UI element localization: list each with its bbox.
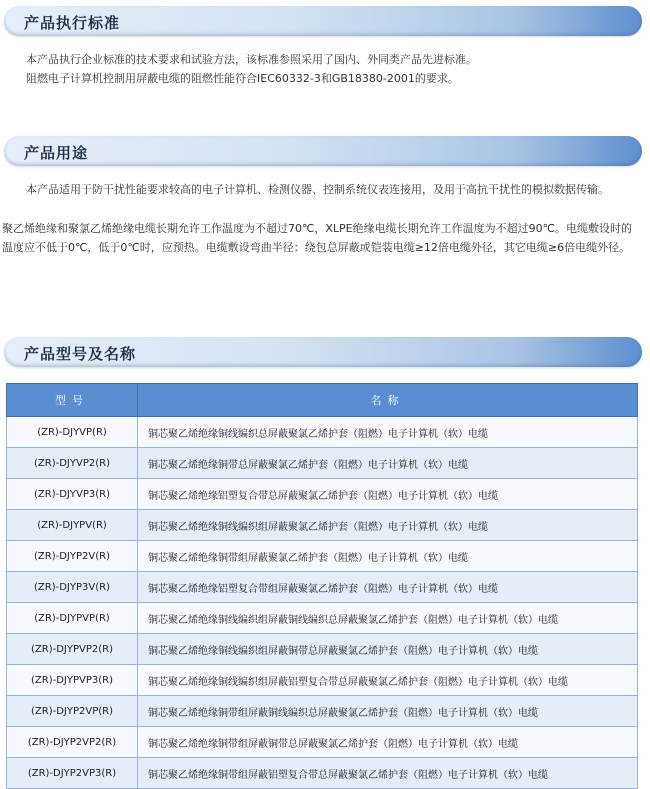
header-name: 名称 xyxy=(138,384,638,417)
section-title-models: 产品型号及名称 xyxy=(24,345,137,363)
standard-paragraph xyxy=(26,50,626,88)
table-row xyxy=(7,634,638,665)
table-row xyxy=(7,541,638,572)
section-banner-usage xyxy=(4,136,642,166)
table-header-row xyxy=(7,384,638,417)
table-row xyxy=(7,417,638,448)
row-code: (ZR)-DJYPV(R) xyxy=(7,510,138,541)
row-name: 铜芯聚乙烯绝缘铜线编织总屏蔽聚氯乙烯护套（阻燃）电子计算机（软）电缆 xyxy=(138,417,638,448)
table-row xyxy=(7,727,638,758)
row-name: 铜芯聚乙烯绝缘铝塑复合带总屏蔽聚氯乙烯护套（阻燃）电子计算机（软）电缆 xyxy=(138,479,638,510)
row-name: 铜芯聚乙烯绝缘铜线编织组屏蔽铜带总屏蔽聚氯乙烯护套（阻燃）电子计算机（软）电缆 xyxy=(138,634,638,665)
row-code: (ZR)-DJYPVP3(R) xyxy=(7,665,138,696)
table-row xyxy=(7,572,638,603)
section-banner-models xyxy=(4,337,642,367)
row-name: 铜芯聚乙烯绝缘铜带组屏蔽铜带总屏蔽聚氯乙烯护套（阻燃）电子计算机（软）电缆 xyxy=(138,727,638,758)
row-code: (ZR)-DJYP2VP3(R) xyxy=(7,758,138,789)
usage-line-1: 本产品适用于防干扰性能要求较高的电子计算机、检测仪器、控制系统仪表连接用，及用于高抗干扰性的模拟数据传输。 xyxy=(26,183,609,196)
table-row xyxy=(7,479,638,510)
usage-line-2: 聚乙烯绝缘和聚氯乙烯绝缘电缆长期允许工作温度为不超过70℃，XLPE绝缘电缆长期允许工作温度为不超过90℃。电缆敷设时的温度应不低于0℃，低于0℃时，应预热。电缆敷设弯曲半径：绕包总屏蔽或铠装电缆≥12倍电缆外径，其它电缆≥6倍电缆外径。 xyxy=(2,222,632,254)
row-name: 铜芯聚乙烯绝缘铜线编织组屏蔽聚氯乙烯护套（阻燃）电子计算机（软）电缆 xyxy=(138,510,638,541)
row-name: 铜芯聚乙烯绝缘铜带总屏蔽聚氯乙烯护套（阻燃）电子计算机（软）电缆 xyxy=(138,448,638,479)
row-name: 铜芯聚乙烯绝缘铜线编织组屏蔽铜线编织总屏蔽聚氯乙烯护套（阻燃）电子计算机（软）电缆 xyxy=(138,603,638,634)
row-code: (ZR)-DJYP2VP(R) xyxy=(7,696,138,727)
row-name: 铜芯聚乙烯绝缘铝塑复合带组屏蔽聚氯乙烯护套（阻燃）电子计算机（软）电缆 xyxy=(138,572,638,603)
table-row xyxy=(7,696,638,727)
row-code: (ZR)-DJYPVP2(R) xyxy=(7,634,138,665)
usage-paragraph-2 xyxy=(2,219,642,257)
row-code: (ZR)-DJYVP(R) xyxy=(7,417,138,448)
table-row xyxy=(7,448,638,479)
row-code: (ZR)-DJYP2VP2(R) xyxy=(7,727,138,758)
usage-paragraph xyxy=(2,180,642,199)
standard-line-1: 本产品执行企业标准的技术要求和试验方法，该标准参照采用了国内、外同类产品先进标准。 xyxy=(26,53,477,66)
section-banner-standard xyxy=(4,6,642,36)
section-title-usage: 产品用途 xyxy=(24,144,89,162)
table-row xyxy=(7,603,638,634)
row-code: (ZR)-DJYPVP(R) xyxy=(7,603,138,634)
row-name: 铜芯聚乙烯绝缘铜线编织组屏蔽铝塑复合带总屏蔽聚氯乙烯护套（阻燃）电子计算机（软）电缆 xyxy=(138,665,638,696)
standard-line-2: 阻燃电子计算机控制用屏蔽电缆的阻燃性能符合IEC60332-3和GB18380-2001的要求。 xyxy=(26,72,459,85)
row-code: (ZR)-DJYVP3(R) xyxy=(7,479,138,510)
table-row xyxy=(7,510,638,541)
table-row xyxy=(7,758,638,789)
header-code: 型号 xyxy=(7,384,138,417)
row-name: 铜芯聚乙烯绝缘铜带组屏蔽铜线编织总屏蔽聚氯乙烯护套（阻燃）电子计算机（软）电缆 xyxy=(138,696,638,727)
models-table xyxy=(6,383,638,789)
row-name: 铜芯聚乙烯绝缘铜带组屏蔽聚氯乙烯护套（阻燃）电子计算机（软）电缆 xyxy=(138,541,638,572)
row-code: (ZR)-DJYP3V(R) xyxy=(7,572,138,603)
row-code: (ZR)-DJYP2V(R) xyxy=(7,541,138,572)
row-name: 铜芯聚乙烯绝缘铜带组屏蔽铝塑复合带总屏蔽聚氯乙烯护套（阻燃）电子计算机（软）电缆 xyxy=(138,758,638,789)
table-row xyxy=(7,665,638,696)
section-title-standard: 产品执行标准 xyxy=(24,14,121,32)
row-code: (ZR)-DJYVP2(R) xyxy=(7,448,138,479)
